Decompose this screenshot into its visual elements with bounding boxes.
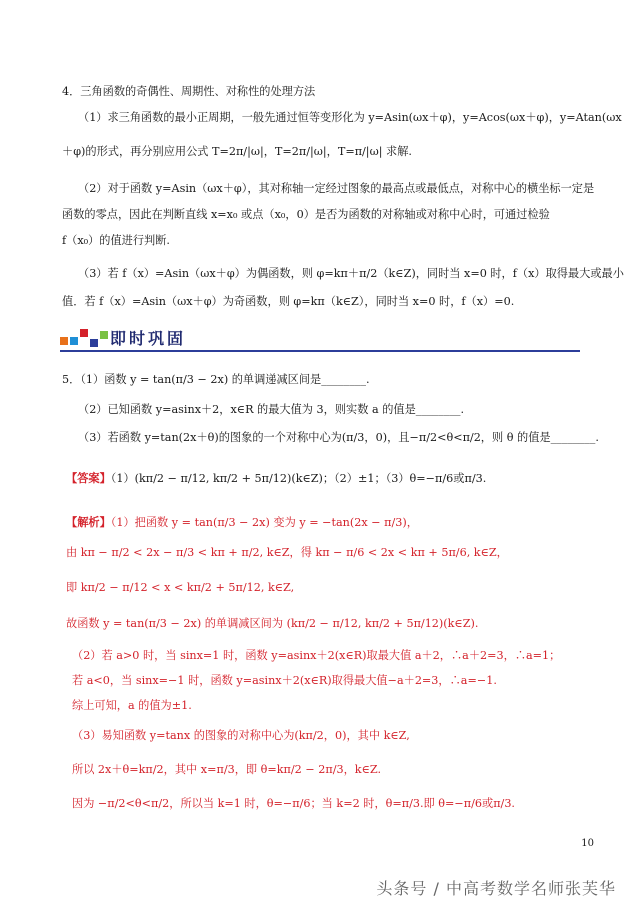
answer-line <box>66 470 486 487</box>
analysis-line6: 若 a<0，当 sinx=−1 时，函数 y=asinx＋2(x∈R)取得最大值−a＋2=3，∴a=−1. <box>72 674 497 687</box>
banner-divider <box>60 350 580 352</box>
analysis-line8: （3）易知函数 y=tanx 的图象的对称中心为(kπ/2，0)，其中 k∈Z, <box>72 729 410 742</box>
analysis-line3: 即 kπ/2 − π/12 < x < kπ/2 + 5π/12, k∈Z, <box>66 581 295 594</box>
question-5-line2: （2）已知函数 y=asinx＋2，x∈R 的最大值为 3，则实数 a 的值是________. <box>78 403 465 416</box>
answer-tag: 【答案】 <box>66 471 111 485</box>
question-5-line3: （3）若函数 y=tan(2x＋θ)的图象的一个对称中心为(π/3，0)，且−π/2<θ<π/2，则 θ 的值是________. <box>78 431 599 444</box>
section-4-p3-line1: （3）若 f（x）=Asin（ωx＋φ）为偶函数，则 φ=kπ＋π/2（k∈Z)，同时当 x=0 时，f（x）取得最大或最小 <box>78 267 624 280</box>
banner-square-orange <box>60 337 68 345</box>
section-4-p1-line1: （1）求三角函数的最小正周期，一般先通过恒等变形化为 y=Asin(ωx＋φ)，y=Acos(ωx＋φ)，y=Atan(ωx <box>78 111 622 124</box>
banner-square-blue <box>70 337 78 345</box>
answer-text: （1）(kπ/2 − π/12, kπ/2 + 5π/12)(k∈Z)；（2）±1；（3）θ=−π/6或π/3. <box>110 472 487 485</box>
banner-square-green <box>100 331 108 339</box>
analysis-l1-text: （1）把函数 y = tan(π/3 − 2x) 变为 y = −tan(2x − π/3)， <box>110 516 418 529</box>
section-4-p2-line1: （2）对于函数 y=Asin（ωx＋φ），其对称轴一定经过图象的最高点或最低点，对称中心的横坐标一定是 <box>78 182 595 195</box>
analysis-line10: 因为 −π/2<θ<π/2，所以当 k=1 时，θ=−π/6；当 k=2 时，θ=π/3.即 θ=−π/6或π/3. <box>72 797 515 810</box>
section-4-p1-line2: ＋φ)的形式，再分别应用公式 T=2π/|ω|，T=2π/|ω|，T=π/|ω| 求解. <box>62 145 412 158</box>
banner-square-navy <box>90 339 98 347</box>
section-4-p2-line2: 函数的零点，因此在判断直线 x=x₀ 或点（x₀，0）是否为函数的对称轴或对称中心时，可通过检验 <box>62 208 550 221</box>
banner-square-red <box>80 329 88 337</box>
analysis-line5: （2）若 a>0 时，当 sinx=1 时，函数 y=asinx＋2(x∈R)取最大值 a＋2，∴a＋2=3，∴a=1； <box>72 649 561 662</box>
analysis-line9: 所以 2x＋θ=kπ/2，其中 x=π/3，即 θ=kπ/2 − 2π/3，k∈Z. <box>72 763 382 776</box>
page-number: 10 <box>581 838 594 849</box>
banner-title: 即时巩固 <box>110 329 187 348</box>
analysis-tag: 【解析】 <box>66 515 111 529</box>
section-4-p3-line2: 值．若 f（x）=Asin（ωx＋φ）为奇函数，则 φ=kπ（k∈Z），同时当 x=0 时，f（x）=0. <box>62 295 515 308</box>
analysis-line4: 故函数 y = tan(π/3 − 2x) 的单调减区间为 (kπ/2 − π/12, kπ/2 + 5π/12)(k∈Z). <box>66 617 479 630</box>
watermark: 头条号 / 中高考数学名师张芙华 <box>376 879 616 898</box>
section-4-title: 4．三角函数的奇偶性、周期性、对称性的处理方法 <box>62 85 316 98</box>
section-4-p2-line3: f（x₀）的值进行判断. <box>62 234 170 247</box>
analysis-line1 <box>66 514 418 531</box>
analysis-line7: 综上可知，a 的值为±1. <box>72 699 192 712</box>
analysis-line2: 由 kπ − π/2 < 2x − π/3 < kπ + π/2, k∈Z，得 kπ − π/6 < 2x < kπ + 5π/6, k∈Z， <box>66 546 508 559</box>
question-5-line1: 5．（1）函数 y = tan(π/3 − 2x) 的单调递减区间是________. <box>62 373 370 386</box>
